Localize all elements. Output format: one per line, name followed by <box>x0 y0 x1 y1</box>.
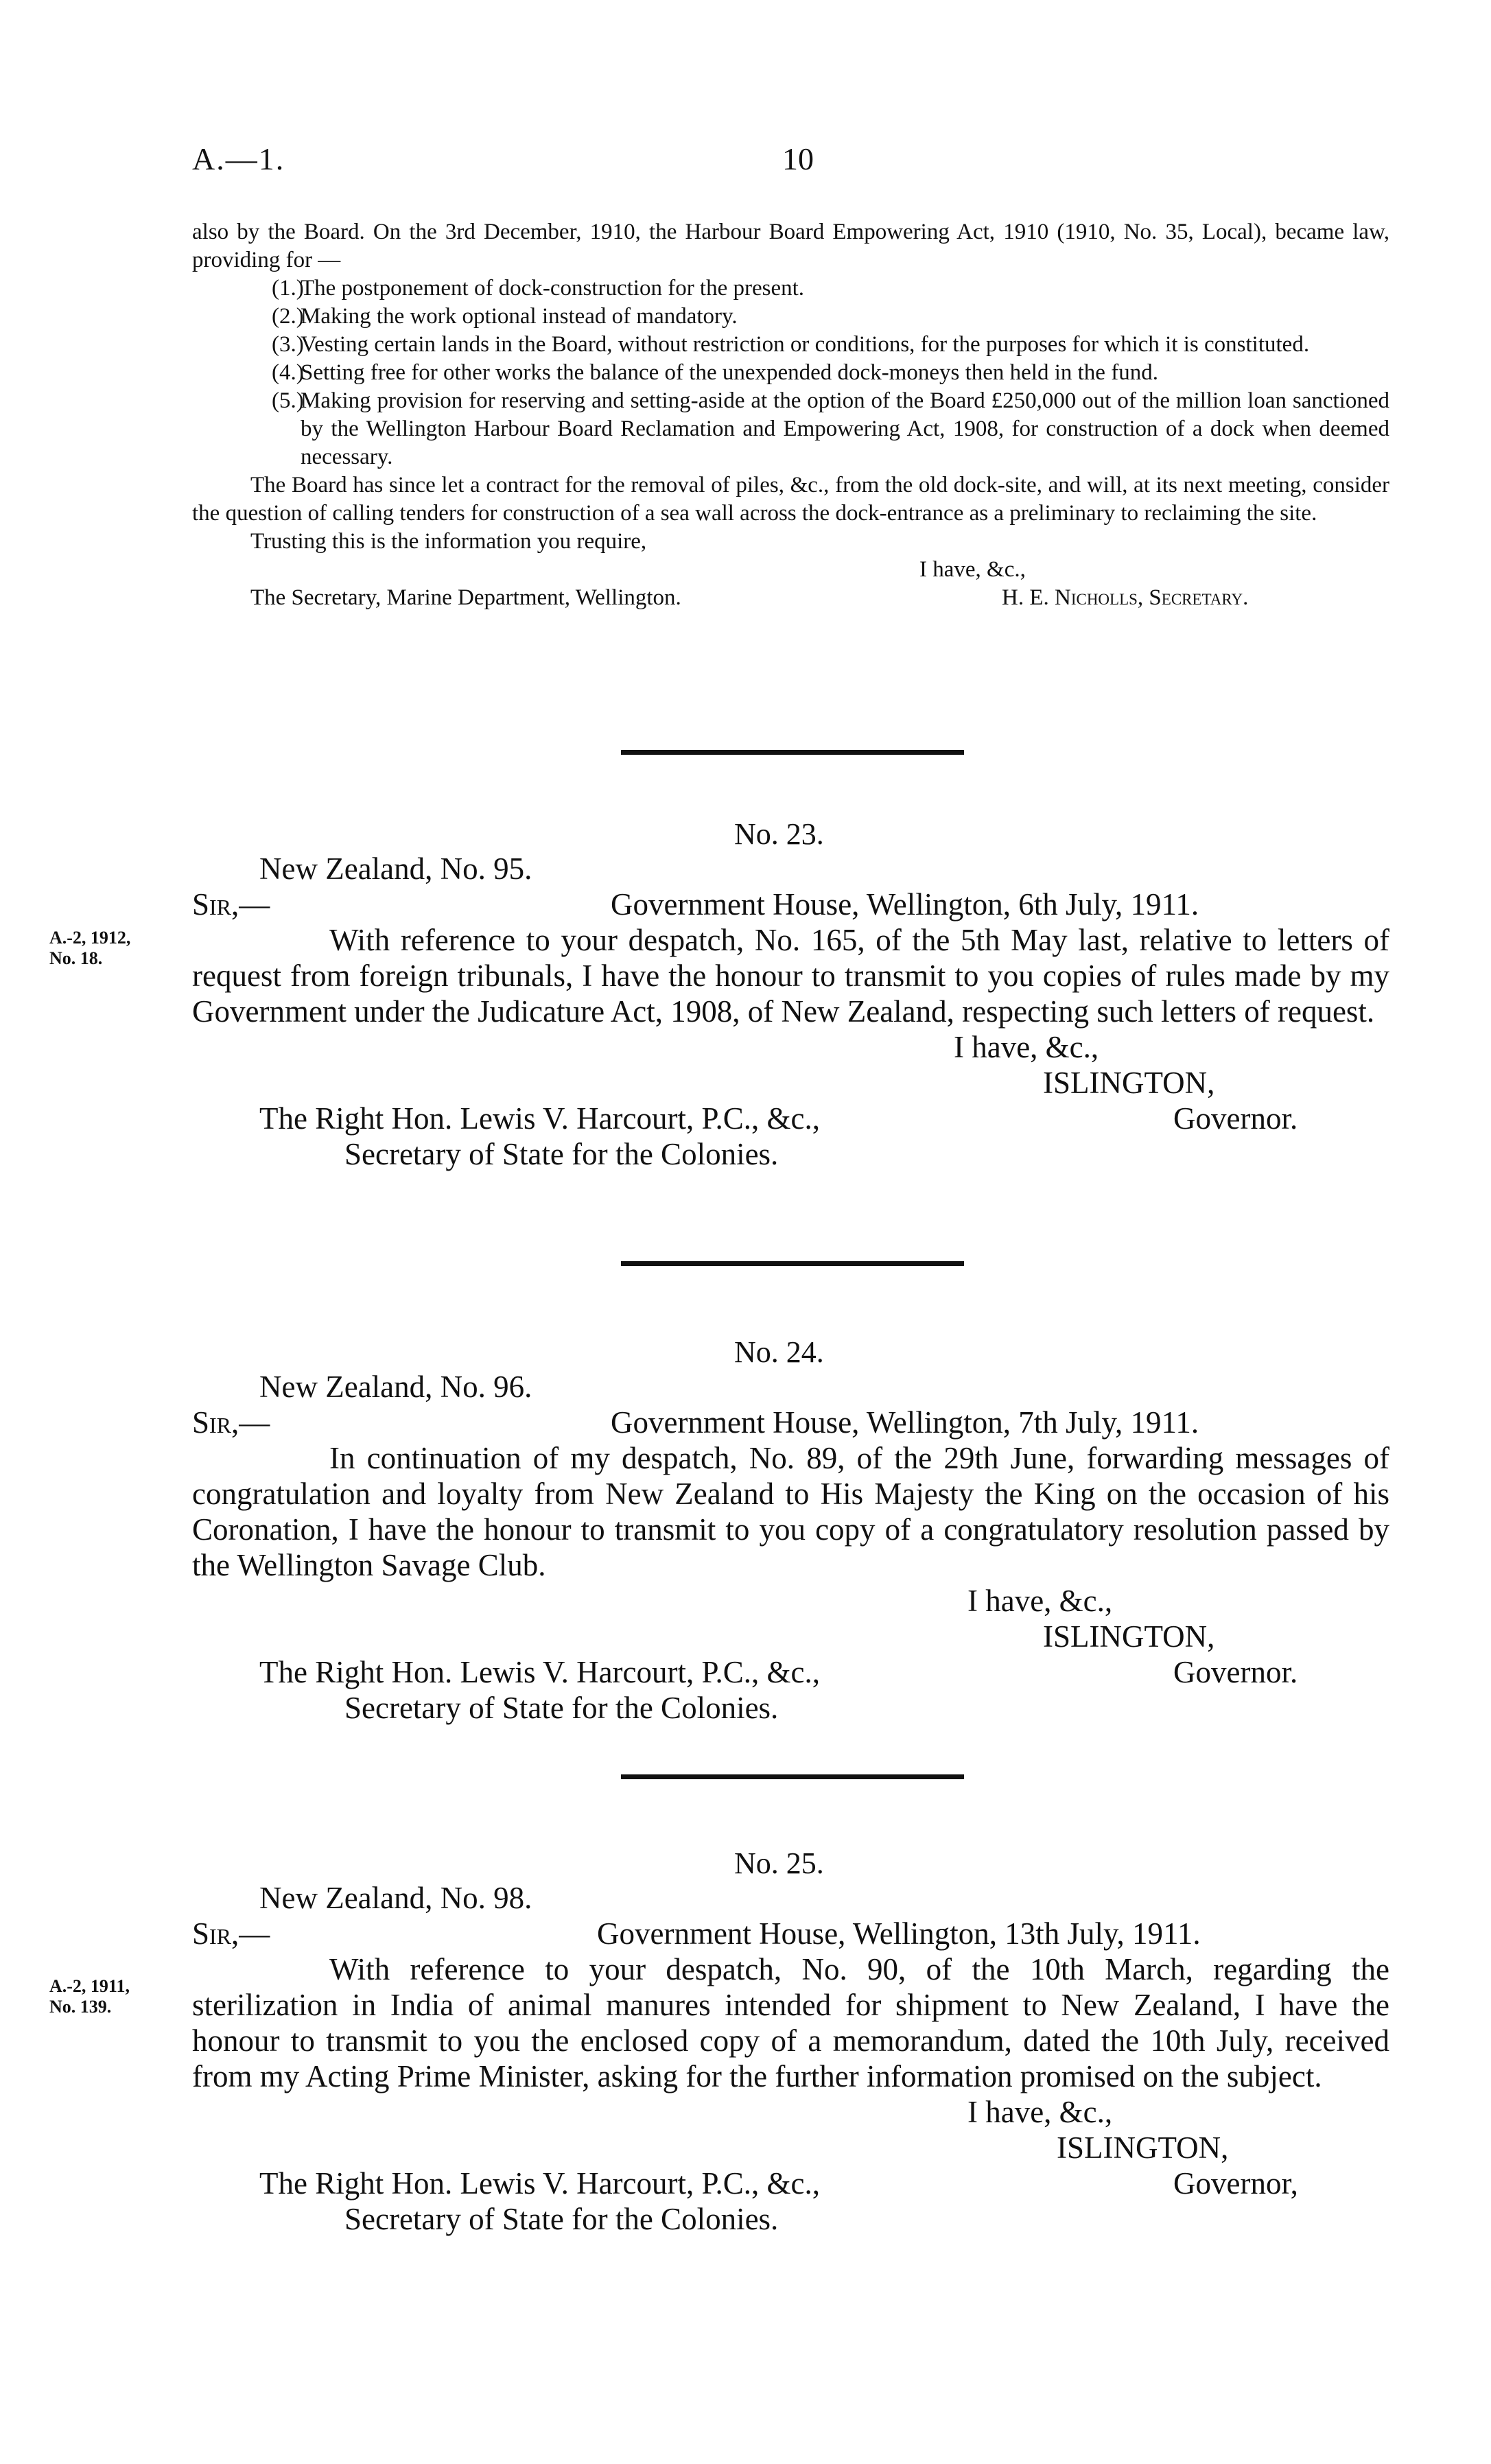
board-paragraph: The Board has since let a contract for the removal of piles, &c., from the old dock-site, and will, at its next meeting, consider the question of calling tenders for construction of a sea wall across the dock-entrance as a preliminary to reclaiming the site. <box>192 473 1389 526</box>
section-divider <box>621 1261 964 1266</box>
list-item: (5.)Making provision for reserving and setting-aside at the option of the Board £250,000 out of the million loan sanctioned by the Wellington Harbour Board Reclamation and Empowering Act, 1908, for construction of a dock when deemed necessary. <box>272 388 1389 469</box>
list-item: (1.)The postponement of dock-construction for the present. <box>272 276 805 301</box>
paper-reference: A.—1. <box>192 141 285 176</box>
recipient: The Right Hon. Lewis V. Harcourt, P.C., &c., <box>259 1655 821 1689</box>
place-date: Government House, Wellington, 6th July, 1911. <box>611 887 1199 922</box>
i-have-line: I have, &c., <box>967 2095 1113 2129</box>
signer-title: Governor, <box>1173 2166 1298 2201</box>
page-number: 10 <box>782 141 814 176</box>
signature: ISLINGTON, <box>1043 1066 1215 1100</box>
nz-number: New Zealand, No. 96. <box>259 1370 532 1404</box>
margin-reference: A.-2, 1911, No. 139. <box>49 1976 130 2017</box>
margin-reference: A.-2, 1912, No. 18. <box>49 928 131 968</box>
closing-line: Trusting this is the information you require, <box>250 529 647 554</box>
letter-number: No. 25. <box>734 1846 824 1880</box>
signer: H. E. Nicholls, Secretary. <box>1002 585 1249 610</box>
recipient-office: Secretary of State for the Colonies. <box>344 1137 779 1171</box>
section-divider <box>621 1774 964 1779</box>
letter-25 <box>192 1880 1389 2237</box>
addressee: The Secretary, Marine Department, Wellington. <box>250 585 681 610</box>
letter-number: No. 24. <box>734 1335 824 1369</box>
salutation: Sir,— <box>192 1916 270 1951</box>
letter-24 <box>192 1369 1389 1726</box>
list-item: (4.)Setting free for other works the balance of the unexpended dock-moneys then held in the fund. <box>272 360 1158 385</box>
letter-body: With reference to your despatch, No. 90, of the 10th March, regarding the sterilization in India of animal manures intended for shipment to New Zealand, I have the honour to transmit to you the enclosed copy of a memorandum, dated the 10th July, received from my Acting Prime Minister, asking for the further information promised on the subject. <box>192 1952 1389 2093</box>
recipient-office: Secretary of State for the Colonies. <box>344 1691 779 1725</box>
letter-23 <box>192 851 1389 1172</box>
signer-title: Governor. <box>1173 1101 1298 1136</box>
i-have-line: I have, &c., <box>954 1030 1099 1064</box>
recipient-office: Secretary of State for the Colonies. <box>344 2202 779 2236</box>
nz-number: New Zealand, No. 95. <box>259 852 532 886</box>
signature: ISLINGTON, <box>1043 1619 1215 1654</box>
page-header <box>192 141 1386 189</box>
letter-body: With reference to your despatch, No. 165, of the 5th May last, relative to letters of request from foreign tribunals, I have the honour to transmit to you copies of rules made by my Government under the Judicature Act, 1908, of New Zealand, respecting such letters of request. <box>192 923 1389 1029</box>
recipient: The Right Hon. Lewis V. Harcourt, P.C., &c., <box>259 2166 821 2201</box>
place-date: Government House, Wellington, 7th July, 1911. <box>611 1405 1199 1440</box>
letter-body: In continuation of my despatch, No. 89, of the 29th June, forwarding messages of congratulation and loyalty from New Zealand to His Majesty the King on the occasion of his Coronation, I have the honour to transmit to you copy of a congratulatory resolution passed by the Wellington Savage Club. <box>192 1441 1389 1582</box>
intro-paragraph: also by the Board. On the 3rd December, 1910, the Harbour Board Empowering Act, 1910 (1910, No. 35, Local), became law, providing for — <box>192 220 1389 272</box>
salutation: Sir,— <box>192 1405 270 1440</box>
i-have-line: I have, &c., <box>919 557 1026 582</box>
signature: ISLINGTON, <box>1057 2131 1229 2165</box>
place-date: Government House, Wellington, 13th July, 1911. <box>597 1916 1201 1951</box>
continuation-letter <box>192 218 1389 612</box>
letter-number: No. 23. <box>734 817 824 851</box>
recipient: The Right Hon. Lewis V. Harcourt, P.C., &c., <box>259 1101 821 1136</box>
list-item: (2.)Making the work optional instead of mandatory. <box>272 304 738 329</box>
signer-title: Governor. <box>1173 1655 1298 1689</box>
nz-number: New Zealand, No. 98. <box>259 1881 532 1915</box>
salutation: Sir,— <box>192 887 270 922</box>
i-have-line: I have, &c., <box>967 1584 1113 1618</box>
list-item: (3.)Vesting certain lands in the Board, without restriction or conditions, for the purposes for which it is constituted. <box>272 332 1310 357</box>
section-divider <box>621 750 964 755</box>
